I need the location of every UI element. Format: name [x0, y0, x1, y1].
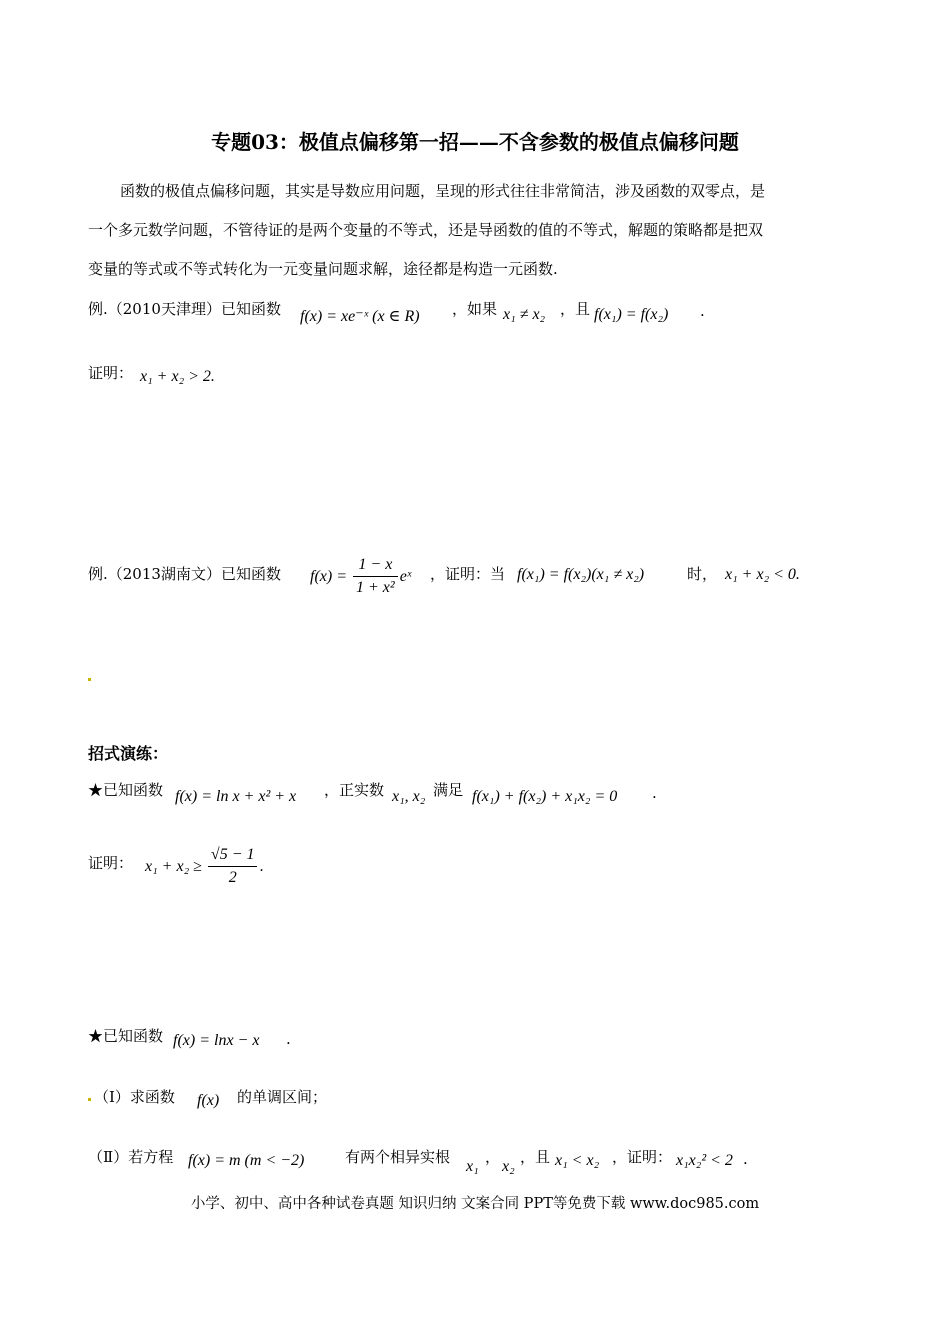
- practice2-function: f(x) = lnx − x: [173, 1032, 260, 1049]
- practice1-proof-label: 证明：: [88, 854, 134, 872]
- practice2-question1-tail: 的单调区间；: [237, 1088, 328, 1106]
- practice1-proof-expression: [145, 846, 263, 887]
- practice1-proof-denominator: 2: [228, 869, 237, 886]
- practice2-question2-x2: x₂: [502, 1158, 515, 1175]
- format-marker: [88, 678, 91, 681]
- practice-heading: 招式演练：: [88, 744, 169, 763]
- example2-function-lhs: f(x) =: [310, 567, 347, 585]
- practice1-variables: x₁, x₂: [392, 788, 426, 805]
- practice1-proof-lhs: x₁ + x₂ ≥: [145, 857, 202, 875]
- practice1-proof-fraction: [208, 846, 258, 887]
- practice2-question2-result: x₁x₂² < 2: [676, 1152, 733, 1169]
- example2-condition: f(x₁) = f(x₂)(x₁ ≠ x₂): [517, 566, 645, 583]
- practice1-label: ★已知函数: [88, 781, 164, 799]
- intro-line-1: 函数的极值点偏移问题，其实是导数应用问题，呈现的形式往往非常简洁，涉及函数的双零点，是: [120, 182, 766, 200]
- example1-label: 例.（2010天津理）已知函数: [88, 300, 281, 318]
- practice2-question2-text-roots: 有两个相异实根: [345, 1148, 451, 1166]
- practice2-question2-condition: x₁ < x₂: [555, 1152, 600, 1169]
- practice2-question2-x1: x₁: [466, 1158, 479, 1175]
- example1-condition-1: x₁ ≠ x₂: [503, 306, 546, 323]
- practice2-question2-end: .: [743, 1150, 748, 1168]
- practice1-condition: f(x₁) + f(x₂) + x₁x₂ = 0: [472, 788, 618, 805]
- example2-fraction: [353, 556, 398, 597]
- example2-text-when: 时，: [687, 565, 718, 583]
- intro-line-2: 一个多元数学问题，不管待证的是两个变量的不等式，还是导函数的值的不等式，解题的策略都是把双: [88, 221, 764, 239]
- example1-proof-label: 证明：: [88, 364, 134, 382]
- practice2-question1-function: f(x): [197, 1092, 220, 1109]
- practice2-label: ★已知函数: [88, 1027, 164, 1045]
- practice1-function: f(x) = ln x + x² + x: [175, 788, 297, 805]
- practice2-question2-label: （Ⅱ）若方程: [88, 1148, 174, 1166]
- practice2-end: .: [286, 1030, 291, 1048]
- format-marker: [88, 1098, 91, 1101]
- practice1-proof-numerator: √5 − 1: [208, 846, 258, 867]
- example1-text-and: ，且: [560, 300, 591, 318]
- example2-function: [310, 556, 411, 597]
- practice2-question2-equation: f(x) = m (m < −2): [188, 1152, 305, 1169]
- practice1-text-positive: ，正实数: [324, 781, 385, 799]
- example1-proof-expression: x₁ + x₂ > 2.: [140, 368, 215, 385]
- example2-function-tail: eˣ: [399, 567, 412, 585]
- example1-condition-2: f(x₁) = f(x₂): [594, 306, 669, 323]
- practice1-text-satisfy: 满足: [433, 781, 464, 799]
- page-title: 专题03：极值点偏移第一招——不含参数的极值点偏移问题: [211, 130, 739, 154]
- example2-denominator: 1 + x²: [356, 579, 395, 596]
- example2-text-prove: ，证明：当: [430, 565, 506, 583]
- example2-result: x₁ + x₂ < 0.: [725, 566, 800, 583]
- practice1-proof-end: .: [259, 857, 264, 875]
- practice2-question2-text-prove: ，证明：: [612, 1148, 673, 1166]
- example1-end: .: [700, 302, 705, 320]
- example2-numerator: 1 − x: [353, 556, 398, 577]
- page-footer: 小学、初中、高中各种试卷真题 知识归纳 文案合同 PPT等免费下载 www.doc985.com: [190, 1196, 760, 1212]
- example1-function: f(x) = xe⁻ˣ (x ∈ R): [300, 308, 420, 325]
- example1-text-if: ，如果: [452, 300, 498, 318]
- practice2-question1-label: （Ⅰ）求函数: [94, 1088, 175, 1106]
- practice2-question2-text-and: ，且: [520, 1148, 551, 1166]
- example2-label: 例.（2013湖南文）已知函数: [88, 565, 281, 583]
- practice1-end: .: [652, 784, 657, 802]
- practice2-question2-separator: ，: [485, 1148, 501, 1166]
- intro-line-3: 变量的等式或不等式转化为一元变量问题求解，途径都是构造一元函数.: [88, 260, 558, 278]
